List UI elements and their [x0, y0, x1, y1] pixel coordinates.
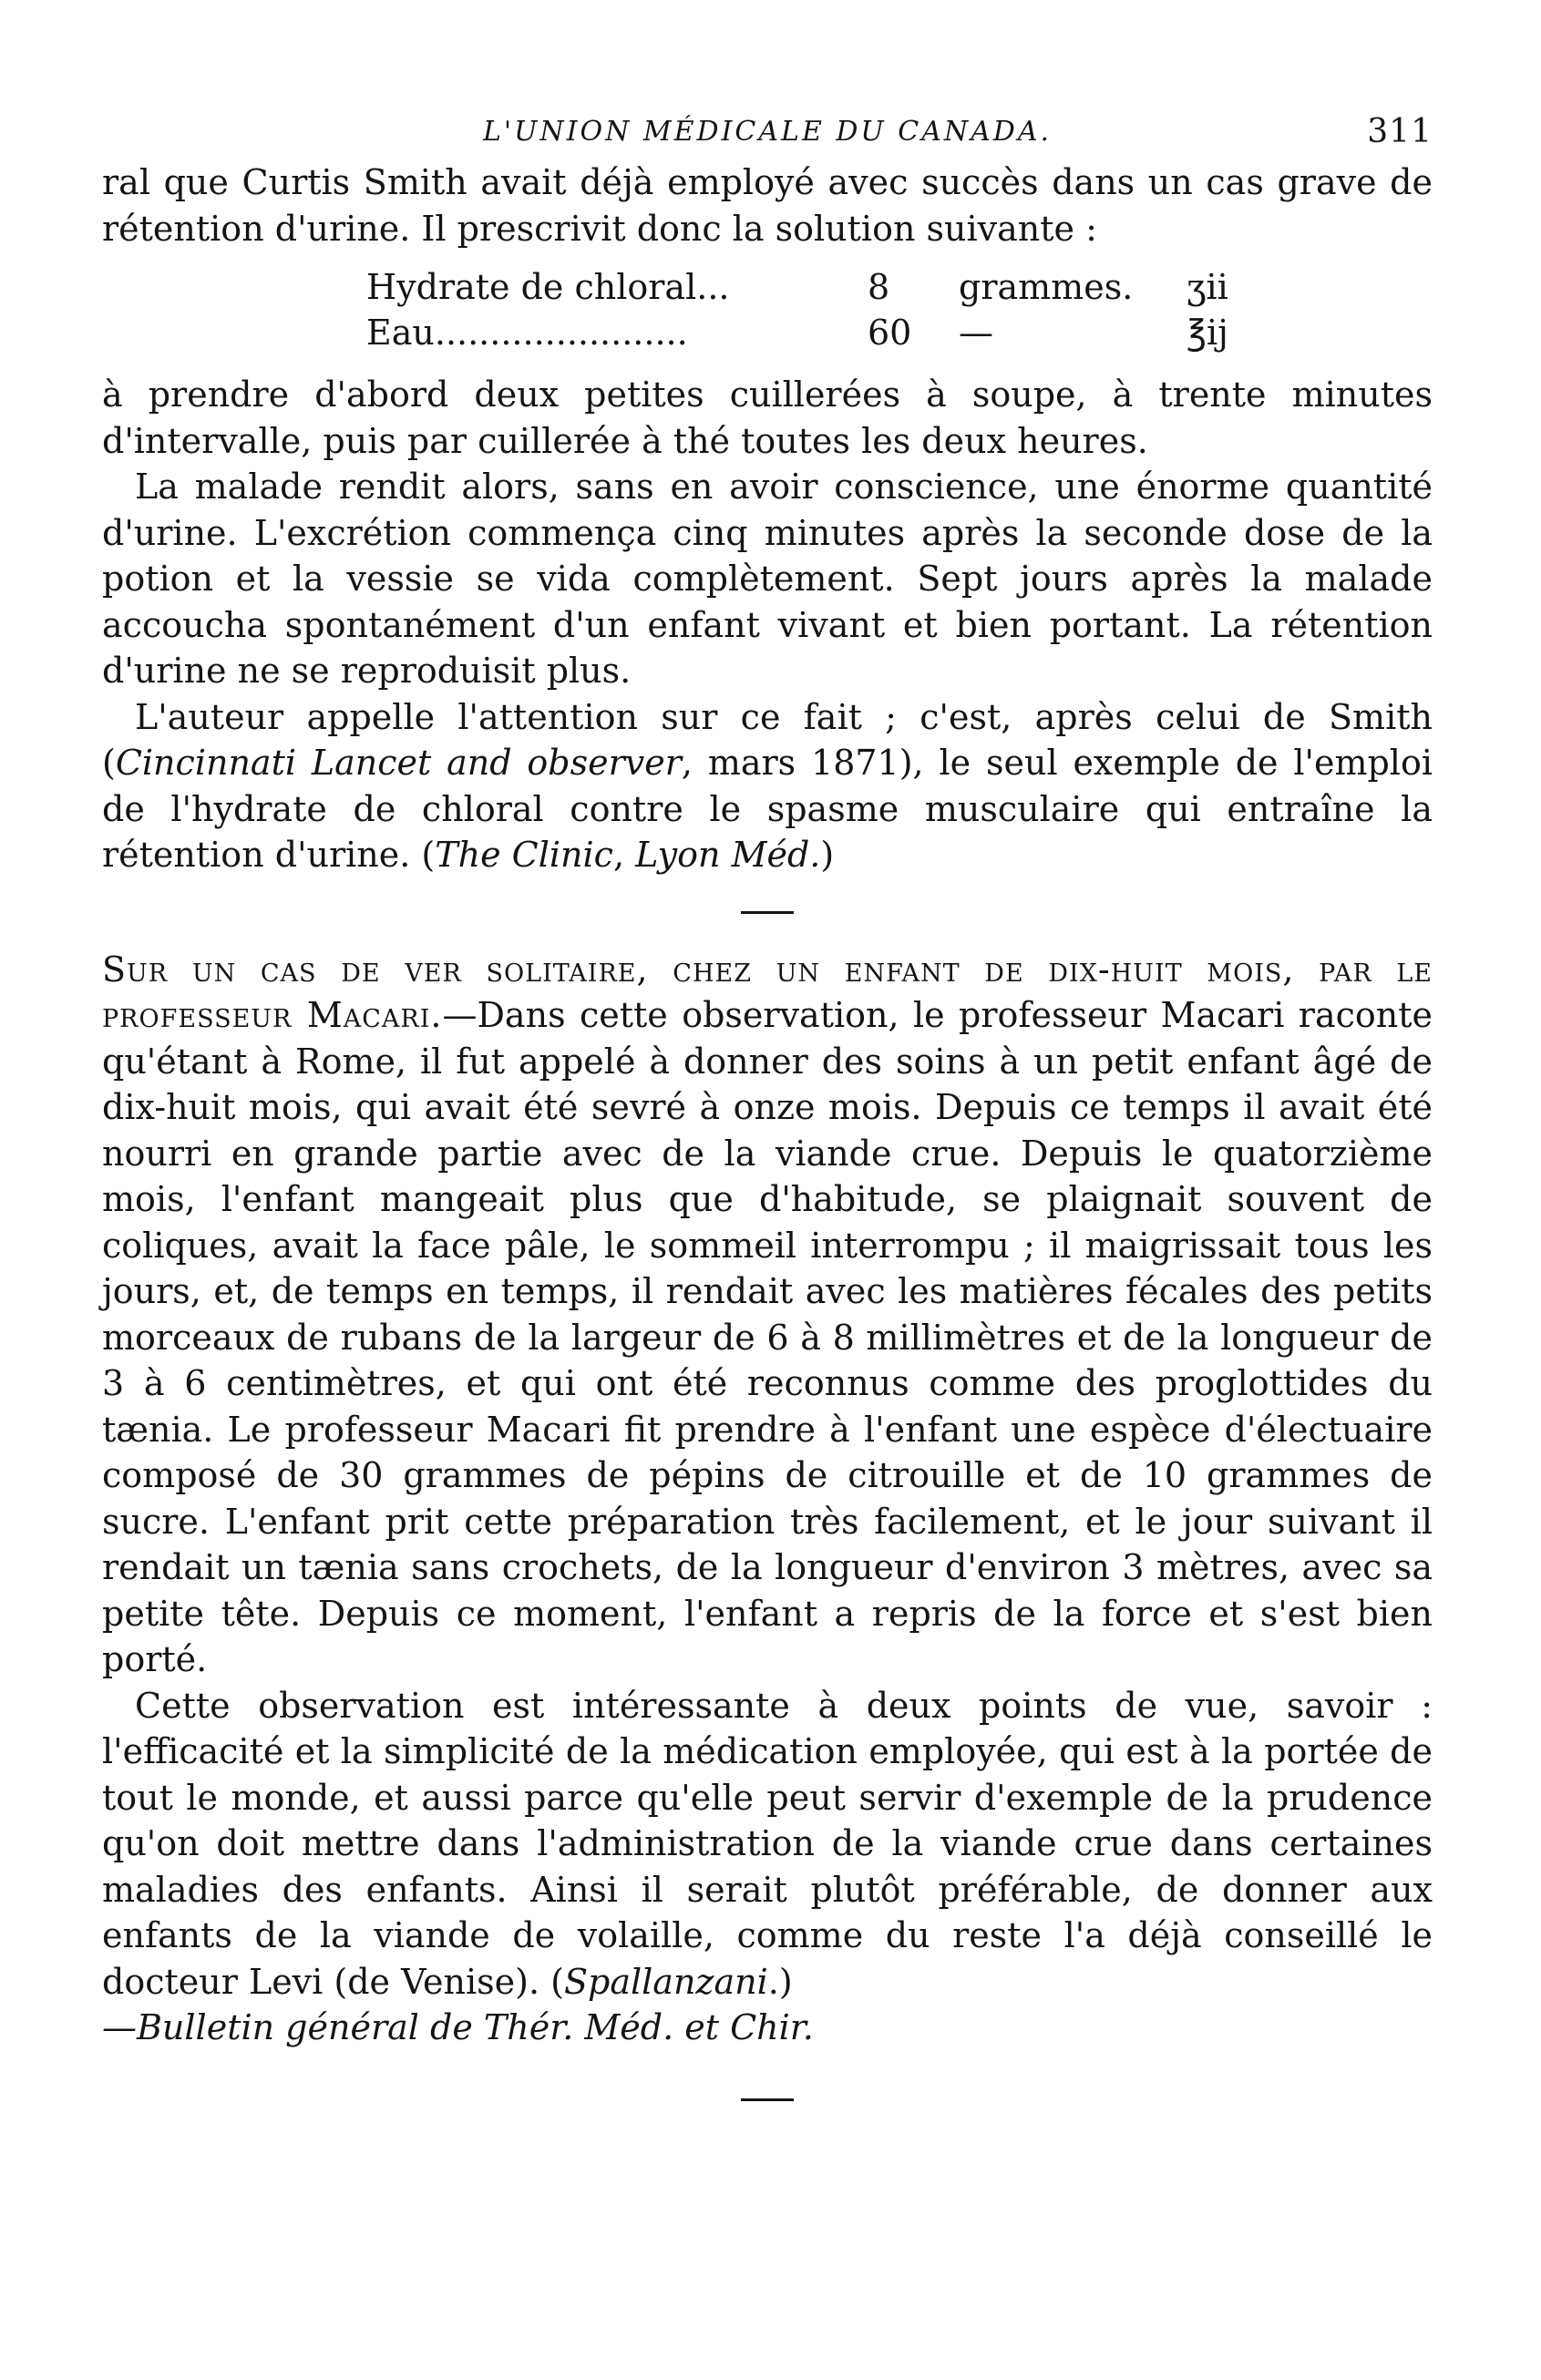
text-run: .): [767, 1961, 793, 2002]
section-divider: [741, 911, 794, 914]
page-number: 311: [1367, 113, 1433, 150]
paragraph-author-note: [102, 694, 1433, 878]
running-header: [102, 105, 1433, 159]
source-title: Spallanzani: [563, 1961, 768, 2002]
prescription: [366, 264, 1433, 355]
page: [102, 105, 1433, 2101]
ingredient: Hydrate de chloral...: [366, 267, 730, 307]
text-run: ): [820, 835, 835, 875]
source-title: Lyon Méd.: [635, 835, 821, 875]
ingredient: Eau.......................: [366, 313, 688, 353]
paragraph-dosage: à prendre d'abord deux petites cuillerées à soupe, à trente minutes d'intervalle, puis par cuillerée à thé toutes les deux heures.: [102, 374, 1433, 461]
journal-title: Cincinnati Lancet and observer: [115, 743, 682, 783]
text-run: ,: [612, 835, 636, 875]
unit: grammes.: [959, 267, 1134, 307]
paragraph-outcome: La malade rendit alors, sans en avoir conscience, une énorme quantité d'urine. L'excrétion commença cinq minutes après la seconde dose de la potion et la vessie se vida complètement. Sept jours après la malade accoucha spontanément d'un enfant vivant et bien portant. La rétention d'urine ne se reproduisit plus.: [102, 467, 1433, 691]
prescription-row: [366, 310, 1433, 355]
text-run: Cette observation est intéressante à deux points de vue, savoir : l'efficacité et la simplicité de la médication employée, qui est à la portée de tout le monde, et aussi parce qu'elle peut servir d'exemple de la prudence qu'on doit mettre dans l'administration de la viande crue dans certaines maladies des enfants. Ainsi il serait plutôt préférable, de donner aux enfants de la viande de volaille, comme du reste l'a déjà conseillé le docteur Levi (de Venise). (: [102, 1685, 1433, 2002]
paragraph-tapeworm-case: [102, 947, 1433, 1683]
unit: —: [959, 313, 993, 353]
citation: [102, 2005, 1433, 2051]
quantity: 60: [868, 313, 912, 353]
apothecary-measure: ℥ij: [1187, 313, 1228, 353]
paragraph-conclusion: [102, 1683, 1433, 2006]
apothecary-measure: ʒii: [1187, 267, 1228, 307]
source-title: The Clinic: [435, 835, 613, 875]
paragraph-chloral-intro: ral que Curtis Smith avait déjà employé avec succès dans un cas grave de rétention d'urine. Il prescrivit donc la solution suivante :: [102, 162, 1433, 249]
text-run: L'auteur appelle l'attention sur ce fait ; c'est, après celui de Smith (: [102, 696, 1433, 783]
running-title: L'UNION MÉDICALE DU CANADA.: [482, 116, 1053, 148]
end-divider: [741, 2098, 794, 2101]
section-title: Sur un cas de ver solitaire, chez un enfant de dix-huit mois, par le professeur Macari.: [102, 949, 1433, 1035]
quantity: 8: [868, 267, 890, 307]
prescription-row: [366, 264, 1433, 310]
text-run: —Dans cette observation, le professeur Macari raconte qu'étant à Rome, il fut appelé à donner des soins à un petit enfant âgé de dix-huit mois, qui avait été sevré à onze mois. Depuis ce temps il avait été nourri en grande partie avec de la viande crue. Depuis le quatorzième mois, l'enfant mangeait plus que d'habitude, se plaignait souvent de coliques, avait la face pâle, le sommeil interrompu ; il maigrissait tous les jours, et, de temps en temps, il rendait avec les matières fécales des petits morceaux de rubans de la largeur de 6 à 8 millimètres et de la longueur de 3 à 6 centimètres, et qui ont été reconnus comme des proglottides du tænia. Le professeur Macari fit prendre à l'enfant une espèce d'électuaire composé de 30 grammes de pépins de citrouille et de 10 grammes de sucre. L'enfant prit cette préparation très facilement, et le jour suivant il rendait un tænia sans crochets, de la longueur d'environ 3 mètres, avec sa petite tête. Depuis ce moment, l'enfant a repris de la force et s'est bien porté.: [102, 995, 1433, 1679]
citation-text: —Bulletin général de Thér. Méd. et Chir.: [102, 2007, 814, 2047]
text-run: , mars 1871), le seul exemple de l'emploi de l'hydrate de chloral contre le spasme musculaire qui entraîne la rétention d'urine. (: [102, 743, 1433, 875]
